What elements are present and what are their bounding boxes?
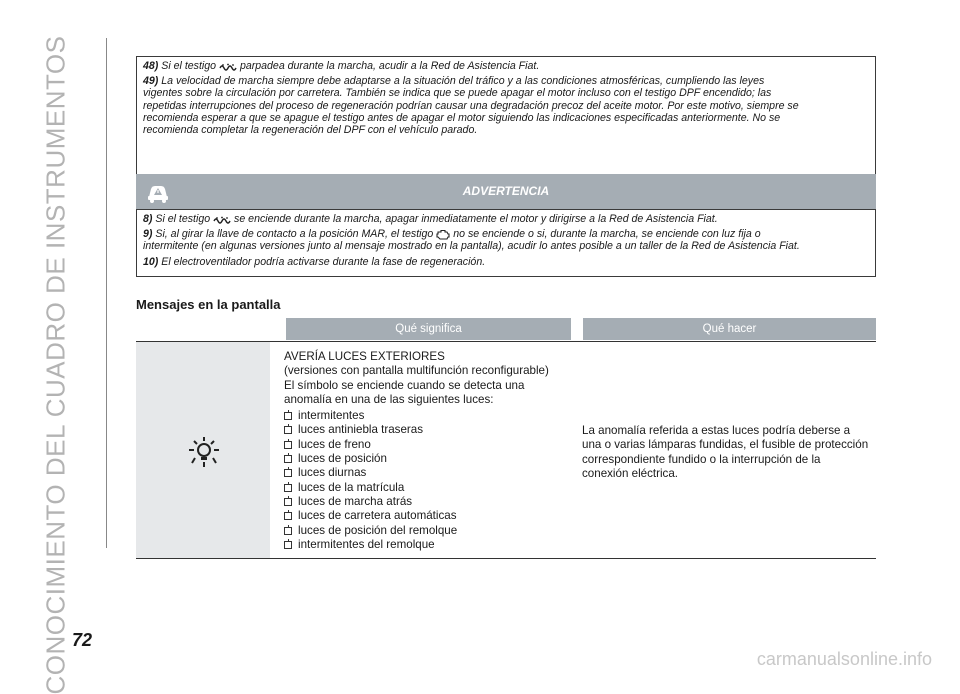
dpf-icon	[219, 62, 237, 71]
exterior-light-failure-icon	[186, 434, 222, 470]
warning-text: no se enciende o si, durante la marcha, se enciende con luz fija o	[453, 228, 761, 241]
list-item	[284, 495, 564, 509]
note-49	[143, 75, 869, 136]
warning-text: Si, al girar la llave de contacto a la posición MAR, el testigo	[155, 228, 434, 241]
list-item-label: luces de posición del remolque	[298, 523, 458, 537]
bulb-bullet-icon	[284, 541, 292, 549]
warning-text: se enciende durante la marcha, apagar inmediatamente el motor y dirigirse a la Red de Asistencia Fiat.	[234, 213, 718, 225]
warning-text: intermitente (en algunas versiones junto al mensaje mostrado en la pantalla), acudir lo antes posible a un taller de la Red de Asistencia Fiat.	[143, 240, 800, 253]
action-line: una o varias lámparas fundidas, el fusible de protección	[582, 438, 869, 452]
list-item	[284, 481, 564, 495]
action-line: La anomalía referida a estas luces podría deberse a	[582, 424, 851, 437]
light-list	[284, 409, 564, 552]
table-bottom-rule	[136, 558, 876, 559]
action-line: correspondiente fundido o la interrupción de la	[582, 452, 821, 466]
bulb-bullet-icon	[284, 484, 292, 492]
note-text: Si el testigo	[161, 60, 217, 72]
note-number: 49)	[143, 75, 159, 88]
list-item	[284, 538, 564, 552]
list-item-label: luces de marcha atrás	[298, 494, 413, 508]
warning-number: 9)	[143, 228, 153, 241]
chapter-divider	[106, 38, 107, 548]
bulb-bullet-icon	[284, 441, 292, 449]
note-text-line: recomienda esperar a que se apague el testigo antes de apagar el motor siguiendo las indicaciones especificadas anteriormente. No se	[143, 111, 781, 124]
list-item	[284, 524, 564, 538]
section-heading: Mensajes en la pantalla	[136, 297, 281, 312]
engine-icon	[436, 229, 450, 240]
bulb-bullet-icon	[284, 527, 292, 535]
list-item	[284, 409, 564, 423]
table-meaning-cell	[284, 350, 564, 552]
warning-item-8	[143, 213, 869, 225]
warning-title: ADVERTENCIA	[462, 184, 550, 198]
warning-box	[136, 209, 876, 277]
bulb-bullet-icon	[284, 455, 292, 463]
list-item-label: intermitentes	[298, 409, 365, 423]
table-header-meaning: Qué significa	[286, 318, 571, 340]
list-item-label: luces de freno	[298, 437, 371, 451]
bulb-bullet-icon	[284, 412, 292, 420]
bulb-bullet-icon	[284, 512, 292, 520]
notes-box	[136, 56, 876, 176]
list-item-label: luces de carretera automáticas	[298, 509, 457, 523]
bulb-bullet-icon	[284, 498, 292, 506]
list-item-label: luces diurnas	[298, 466, 367, 480]
warning-item-10	[143, 256, 869, 268]
table-icon-cell	[136, 342, 270, 558]
warning-text: Si el testigo	[155, 213, 211, 225]
meaning-line: (versiones con pantalla multifunción reconfigurable)	[284, 364, 549, 378]
warning-number: 10)	[143, 255, 159, 268]
vertical-chapter-title: CONOCIMIENTO DEL CUADRO DE INSTRUMENTOS	[40, 35, 71, 694]
note-number: 48)	[143, 60, 159, 72]
note-text-line: La velocidad de marcha siempre debe adaptarse a la situación del tráfico y a las condiciones atmosféricas, cumpliendo las leyes	[161, 75, 765, 88]
list-item	[284, 423, 564, 437]
list-item-label: luces de la matrícula	[298, 480, 405, 494]
list-item	[284, 509, 564, 523]
dpf-icon	[213, 215, 231, 224]
warning-item-9	[143, 228, 869, 252]
note-48	[143, 60, 869, 72]
list-item-label: luces antiniebla traseras	[298, 423, 424, 437]
table-action-cell	[582, 424, 877, 481]
list-item	[284, 452, 564, 466]
note-text-line: vigentes sobre la circulación por carretera. También se indica que se puede apagar el motor incluso con el testigo DPF encendido; las	[143, 87, 772, 100]
meaning-line: AVERÍA LUCES EXTERIORES	[284, 350, 445, 363]
note-text: parpadea durante la marcha, acudir a la Red de Asistencia Fiat.	[239, 60, 540, 72]
list-item-label: intermitentes del remolque	[298, 537, 435, 551]
note-text-line: recomienda completar la regeneración del DPF con el vehículo parado.	[143, 124, 478, 137]
meaning-line: anomalía en una de las siguientes luces:	[284, 392, 494, 406]
warning-text: El electroventilador podría activarse durante la fase de regeneración.	[161, 255, 486, 268]
meaning-line: El símbolo se enciende cuando se detecta una	[284, 378, 525, 392]
warning-header	[136, 174, 876, 209]
page-number: 72	[72, 630, 93, 650]
warning-number: 8)	[143, 213, 153, 225]
bulb-bullet-icon	[284, 469, 292, 477]
table-header-action: Qué hacer	[583, 318, 876, 340]
action-line: conexión eléctrica.	[582, 466, 679, 480]
list-item-label: luces de posición	[298, 452, 387, 466]
list-item	[284, 438, 564, 452]
footer-watermark: carmanualsonline.info	[756, 649, 932, 669]
note-text-line: repetidas interrupciones del proceso de regeneración podrían causar una degradación precoz del aceite motor. Por este motivo, siempre se	[143, 99, 799, 112]
list-item	[284, 466, 564, 480]
bulb-bullet-icon	[284, 426, 292, 434]
